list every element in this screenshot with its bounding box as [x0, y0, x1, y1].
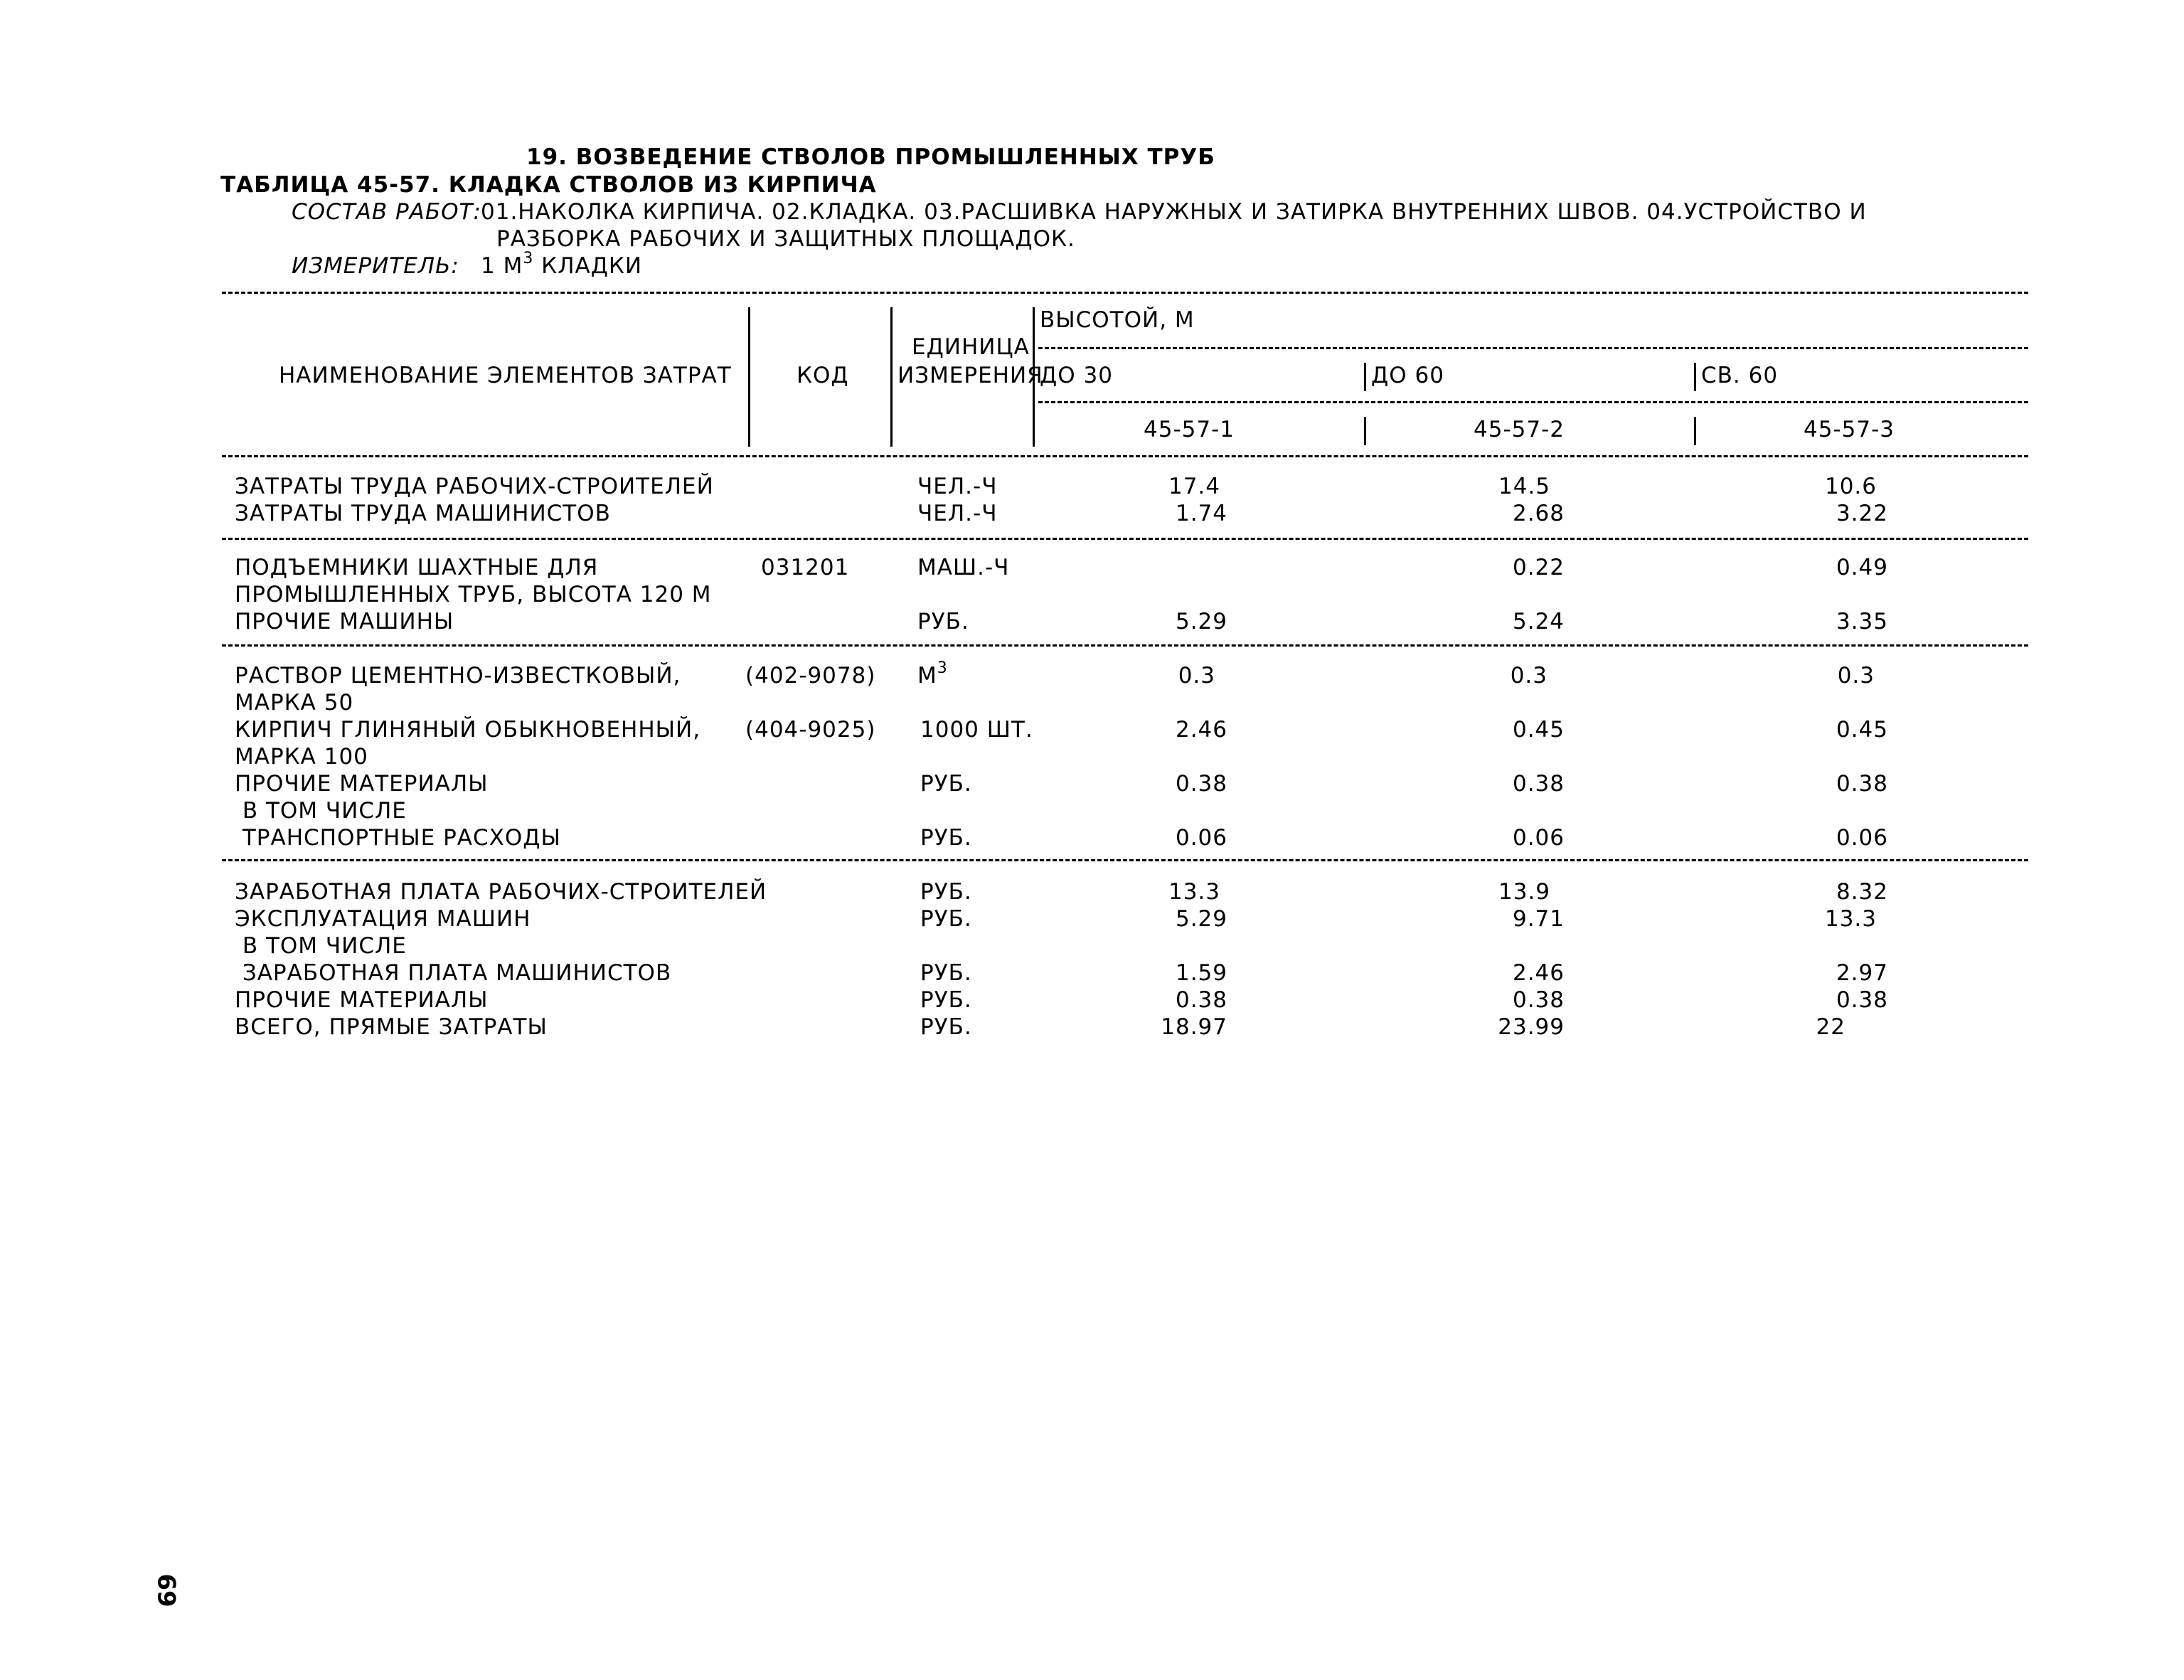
group-divider: [222, 538, 2028, 540]
row-v1: 0.38: [1175, 771, 1227, 797]
row-v3: 3.22: [1836, 501, 1888, 526]
row-v3: 2.97: [1836, 960, 1888, 986]
row-unit: РУБ.: [920, 987, 972, 1013]
group-divider: [222, 644, 2028, 647]
column-separator: [1694, 417, 1696, 445]
section-title: 19. ВОЗВЕДЕНИЕ СТВОЛОВ ПРОМЫШЛЕННЫХ ТРУБ: [526, 144, 1215, 170]
row-v1: 0.06: [1175, 825, 1227, 851]
row-name: ПРОЧИЕ МАШИНЫ: [235, 609, 454, 634]
row-unit: РУБ.: [920, 1014, 972, 1040]
header-unit-line1: ЕДИНИЦА: [912, 334, 1030, 360]
work-text-line2: РАЗБОРКА РАБОЧИХ И ЗАЩИТНЫХ ПЛОЩАДОК.: [496, 226, 1075, 252]
work-text-line1: 01.НАКОЛКА КИРПИЧА. 02.КЛАДКА. 03.РАСШИВКА НАРУЖНЫХ И ЗАТИРКА ВНУТРЕННИХ ШВОВ. 04.УСТРОЙСТВО И: [481, 199, 1867, 225]
row-name-continued: В ТОМ ЧИСЛЕ: [235, 933, 407, 959]
row-unit: МАШ.-Ч: [917, 555, 1010, 580]
row-name: ПРОЧИЕ МАТЕРИАЛЫ: [235, 987, 489, 1013]
header-c1: 45-57-1: [1144, 417, 1235, 442]
header-code: КОД: [797, 363, 849, 388]
row-v3: 0.3: [1837, 663, 1875, 689]
row-v2: 14.5: [1498, 474, 1550, 499]
row-unit: РУБ.: [917, 609, 969, 634]
row-unit: 1000 ШТ.: [920, 717, 1033, 743]
row-unit: РУБ.: [920, 771, 972, 797]
column-separator: [1364, 363, 1366, 391]
row-unit: РУБ.: [920, 906, 972, 932]
row-v1: 2.46: [1175, 717, 1227, 743]
row-v2: 0.06: [1512, 825, 1565, 851]
row-v3: 0.38: [1836, 771, 1888, 797]
measure-object: КЛАДКИ: [533, 253, 643, 279]
row-unit: РУБ.: [920, 825, 972, 851]
row-unit: РУБ.: [920, 960, 972, 986]
header-height: ВЫСОТОЙ, М: [1040, 307, 1195, 333]
measure-unit: 1 М: [481, 253, 523, 279]
row-unit: ЧЕЛ.-Ч: [917, 501, 998, 526]
header-h2: ДО 60: [1371, 363, 1444, 388]
column-separator: [1694, 363, 1696, 391]
row-v1: 17.4: [1168, 474, 1220, 499]
row-v2: 0.3: [1510, 663, 1548, 689]
row-v2: 0.22: [1512, 555, 1565, 580]
row-v1: 1.59: [1175, 960, 1227, 986]
row-v2: 13.9: [1498, 879, 1550, 905]
row-name-continued: МАРКА 100: [235, 744, 368, 770]
row-name: КИРПИЧ ГЛИНЯНЫЙ ОБЫКНОВЕННЫЙ,: [235, 717, 701, 743]
table-title: ТАБЛИЦА 45-57. КЛАДКА СТВОЛОВ ИЗ КИРПИЧА: [220, 172, 877, 198]
row-v1: 5.29: [1175, 906, 1227, 932]
header-h1: ДО 30: [1040, 363, 1113, 388]
row-v3: 13.3: [1824, 906, 1877, 932]
row-name: ЗАРАБОТНАЯ ПЛАТА МАШИНИСТОВ: [235, 960, 672, 986]
row-v3: 8.32: [1836, 879, 1888, 905]
row-v2: 23.99: [1498, 1014, 1565, 1040]
row-v3: 3.35: [1836, 609, 1888, 634]
column-separator: [890, 307, 893, 447]
header-rule: [1038, 401, 2028, 403]
row-unit: [917, 659, 948, 689]
row-v2: 0.38: [1512, 987, 1565, 1013]
row-v2: 2.68: [1512, 501, 1565, 526]
header-unit-line2: ИЗМЕРЕНИЯ: [897, 363, 1043, 388]
row-v2: 5.24: [1512, 609, 1565, 634]
row-name-continued: МАРКА 50: [235, 690, 354, 716]
row-v3: 0.45: [1836, 717, 1888, 743]
row-v3: 0.06: [1836, 825, 1888, 851]
column-separator: [748, 307, 750, 447]
header-c3: 45-57-3: [1804, 417, 1895, 442]
header-bottom-rule: [222, 455, 2028, 457]
row-name: ЗАТРАТЫ ТРУДА МАШИНИСТОВ: [235, 501, 611, 526]
row-code: (402-9078): [745, 663, 876, 689]
header-c2: 45-57-2: [1474, 417, 1565, 442]
row-name: ТРАНСПОРТНЫЕ РАСХОДЫ: [235, 825, 561, 851]
row-v1: 0.38: [1175, 987, 1227, 1013]
row-unit-exponent: 3: [937, 659, 948, 677]
row-v2: 0.38: [1512, 771, 1565, 797]
row-name: ВСЕГО, ПРЯМЫЕ ЗАТРАТЫ: [235, 1014, 548, 1040]
row-unit: РУБ.: [920, 879, 972, 905]
page-number: 69: [151, 1573, 181, 1607]
row-unit-base: М: [917, 663, 937, 689]
row-v3: 0.49: [1836, 555, 1888, 580]
row-v2: 2.46: [1512, 960, 1565, 986]
row-v1: 13.3: [1168, 879, 1220, 905]
work-label: СОСТАВ РАБОТ:: [292, 199, 481, 225]
row-v3: 0.38: [1836, 987, 1888, 1013]
row-name: ПРОЧИЕ МАТЕРИАЛЫ: [235, 771, 489, 797]
row-code: (404-9025): [745, 717, 876, 743]
row-v1: 5.29: [1175, 609, 1227, 634]
row-v1: 1.74: [1175, 501, 1227, 526]
measure-label: ИЗМЕРИТЕЛЬ:: [292, 253, 459, 279]
row-name: ЗАРАБОТНАЯ ПЛАТА РАБОЧИХ-СТРОИТЕЛЕЙ: [235, 879, 767, 905]
header-h3: СВ. 60: [1701, 363, 1779, 388]
group-divider: [222, 859, 2028, 861]
header-name: НАИМЕНОВАНИЕ ЭЛЕМЕНТОВ ЗАТРАТ: [279, 363, 732, 388]
row-name: ЗАТРАТЫ ТРУДА РАБОЧИХ-СТРОИТЕЛЕЙ: [235, 474, 714, 499]
row-name-continued: В ТОМ ЧИСЛЕ: [235, 798, 407, 824]
header-rule: [1038, 347, 2028, 349]
row-unit: ЧЕЛ.-Ч: [917, 474, 998, 499]
measure-value: [481, 250, 643, 279]
row-name: ЭКСПЛУАТАЦИЯ МАШИН: [235, 906, 531, 932]
row-v2: 0.45: [1512, 717, 1565, 743]
row-v3: 10.6: [1824, 474, 1877, 499]
row-v2: 9.71: [1512, 906, 1565, 932]
row-code: 031201: [761, 555, 850, 580]
row-v3: 22: [1816, 1014, 1845, 1040]
row-v1: 0.3: [1178, 663, 1215, 689]
column-separator: [1364, 417, 1366, 445]
table-top-rule: [222, 292, 2028, 294]
row-name: ПОДЪЕМНИКИ ШАХТНЫЕ ДЛЯ: [235, 555, 599, 580]
measure-unit-exponent: 3: [523, 250, 534, 267]
row-name: РАСТВОР ЦЕМЕНТНО-ИЗВЕСТКОВЫЙ,: [235, 663, 681, 689]
row-v1: 18.97: [1161, 1014, 1227, 1040]
row-name-continued: ПРОМЫШЛЕННЫХ ТРУБ, ВЫСОТА 120 М: [235, 582, 712, 607]
